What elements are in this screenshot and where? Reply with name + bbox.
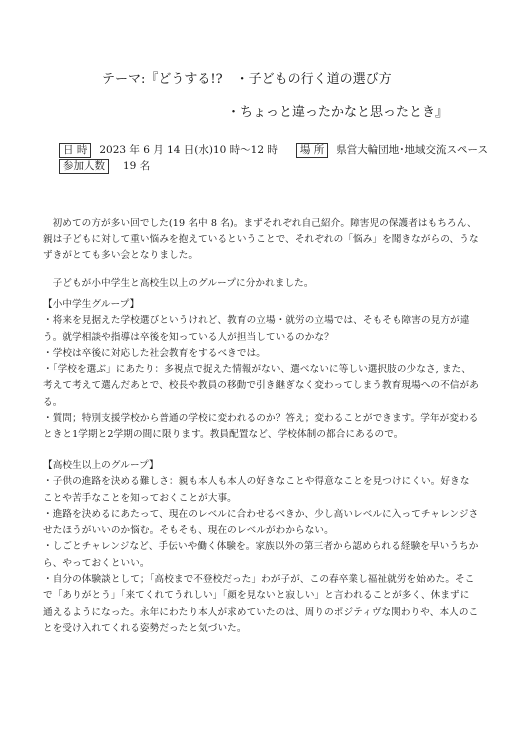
- list-item: ・質問；特別支援学校から普通の学校に変われるのか？答え；変わることができます。学年が変わるときと1学期と2学期の間に限ります。教員配置など、学校体制の都合にあるので。: [43, 413, 479, 441]
- date-value: 2023 年 6 月 14 日(水)10 時～12 時: [99, 144, 278, 156]
- info-row-date-place: [59, 142, 488, 158]
- theme-title-line2: ・ちょっと違ったかなと思ったとき』: [227, 105, 449, 120]
- count-value: 19 名: [123, 160, 151, 172]
- place-label: 場 所: [296, 143, 328, 158]
- list-item: ・子供の進路を決める難しさ：親も本人も本人の好きなことや得意なことを見つけにくい。好きなことや苦手なことを知っておくことが大事。: [43, 476, 470, 504]
- date-label: 日 時: [59, 143, 91, 158]
- section-highschool-group: [43, 458, 479, 637]
- list-item: ・進路を決めるにあたって、現在のレベルに合わせるべきか、少し高いレベルに入ってチャレンジさせたほうがいいのか悩む。そもそも、現在のレベルがわからない。: [43, 508, 479, 537]
- theme-title-line1: テーマ:『どうする!? ・子どもの行く道の選び方: [102, 72, 392, 87]
- list-item: ・自分の体験談として；「高校まで不登校だった」わが子が、この春卒業し福祉就労を始めた。そこで「ありがとう」「来てくれてうれしい」「顔を見ないと寂しい」と言われることが多く、休まずに通えるようになった。永年にわたり本人が求めていたのは、周りのポジティヴな関わりや、本人のことを受け入れてくれる姿勢だったと気づいた。: [43, 574, 479, 634]
- list-item: ・学校は卒後に対応した社会教育をするべきでは。: [43, 347, 266, 359]
- section-title: 【高校生以上のグループ】: [43, 460, 159, 471]
- count-label: 参加人数: [59, 159, 109, 174]
- info-row-count: [59, 158, 488, 174]
- section-elementary-group: [43, 297, 479, 444]
- section-title: 【小中学生グループ】: [43, 299, 140, 310]
- list-item: ・将来を見据えた学校選びというけれど、教育の立場・就労の立場では、そもそも障害の見方が違う。就学相談や指導は卒後を知っている人が担当しているのかな？: [43, 315, 470, 343]
- list-item: ・「学校を選ぶ」にあたり：多視点で捉えた情報がない、選べないに等しい選択肢の少なさ, また、考えて考えて選んだあとで、校長や教員の移動で引き継ぎなく変わってしまう教育現場への不信がある。: [43, 364, 479, 408]
- place-value: 県営大輪団地･地域交流スペース: [336, 144, 488, 156]
- list-item: ・しごとチャレンジなど、手伝いや働く体験を。家族以外の第三者から認められる経験を早いうちから、やっておくといい。: [43, 541, 479, 569]
- meeting-info: [59, 142, 488, 174]
- intro-paragraph-1: 初めての方が多い回でした(19 名中 8 名)。まずそれぞれ自己紹介。障害児の保護者はもちろん、親は子どもに対して重い悩みを抱えているということで、それぞれの「悩み」を聞きながらの、うなずきがとても多い会となりました。: [43, 217, 479, 262]
- intro-paragraph-2: 子どもが小中学生と高校生以上のグループに分かれました。: [52, 277, 314, 289]
